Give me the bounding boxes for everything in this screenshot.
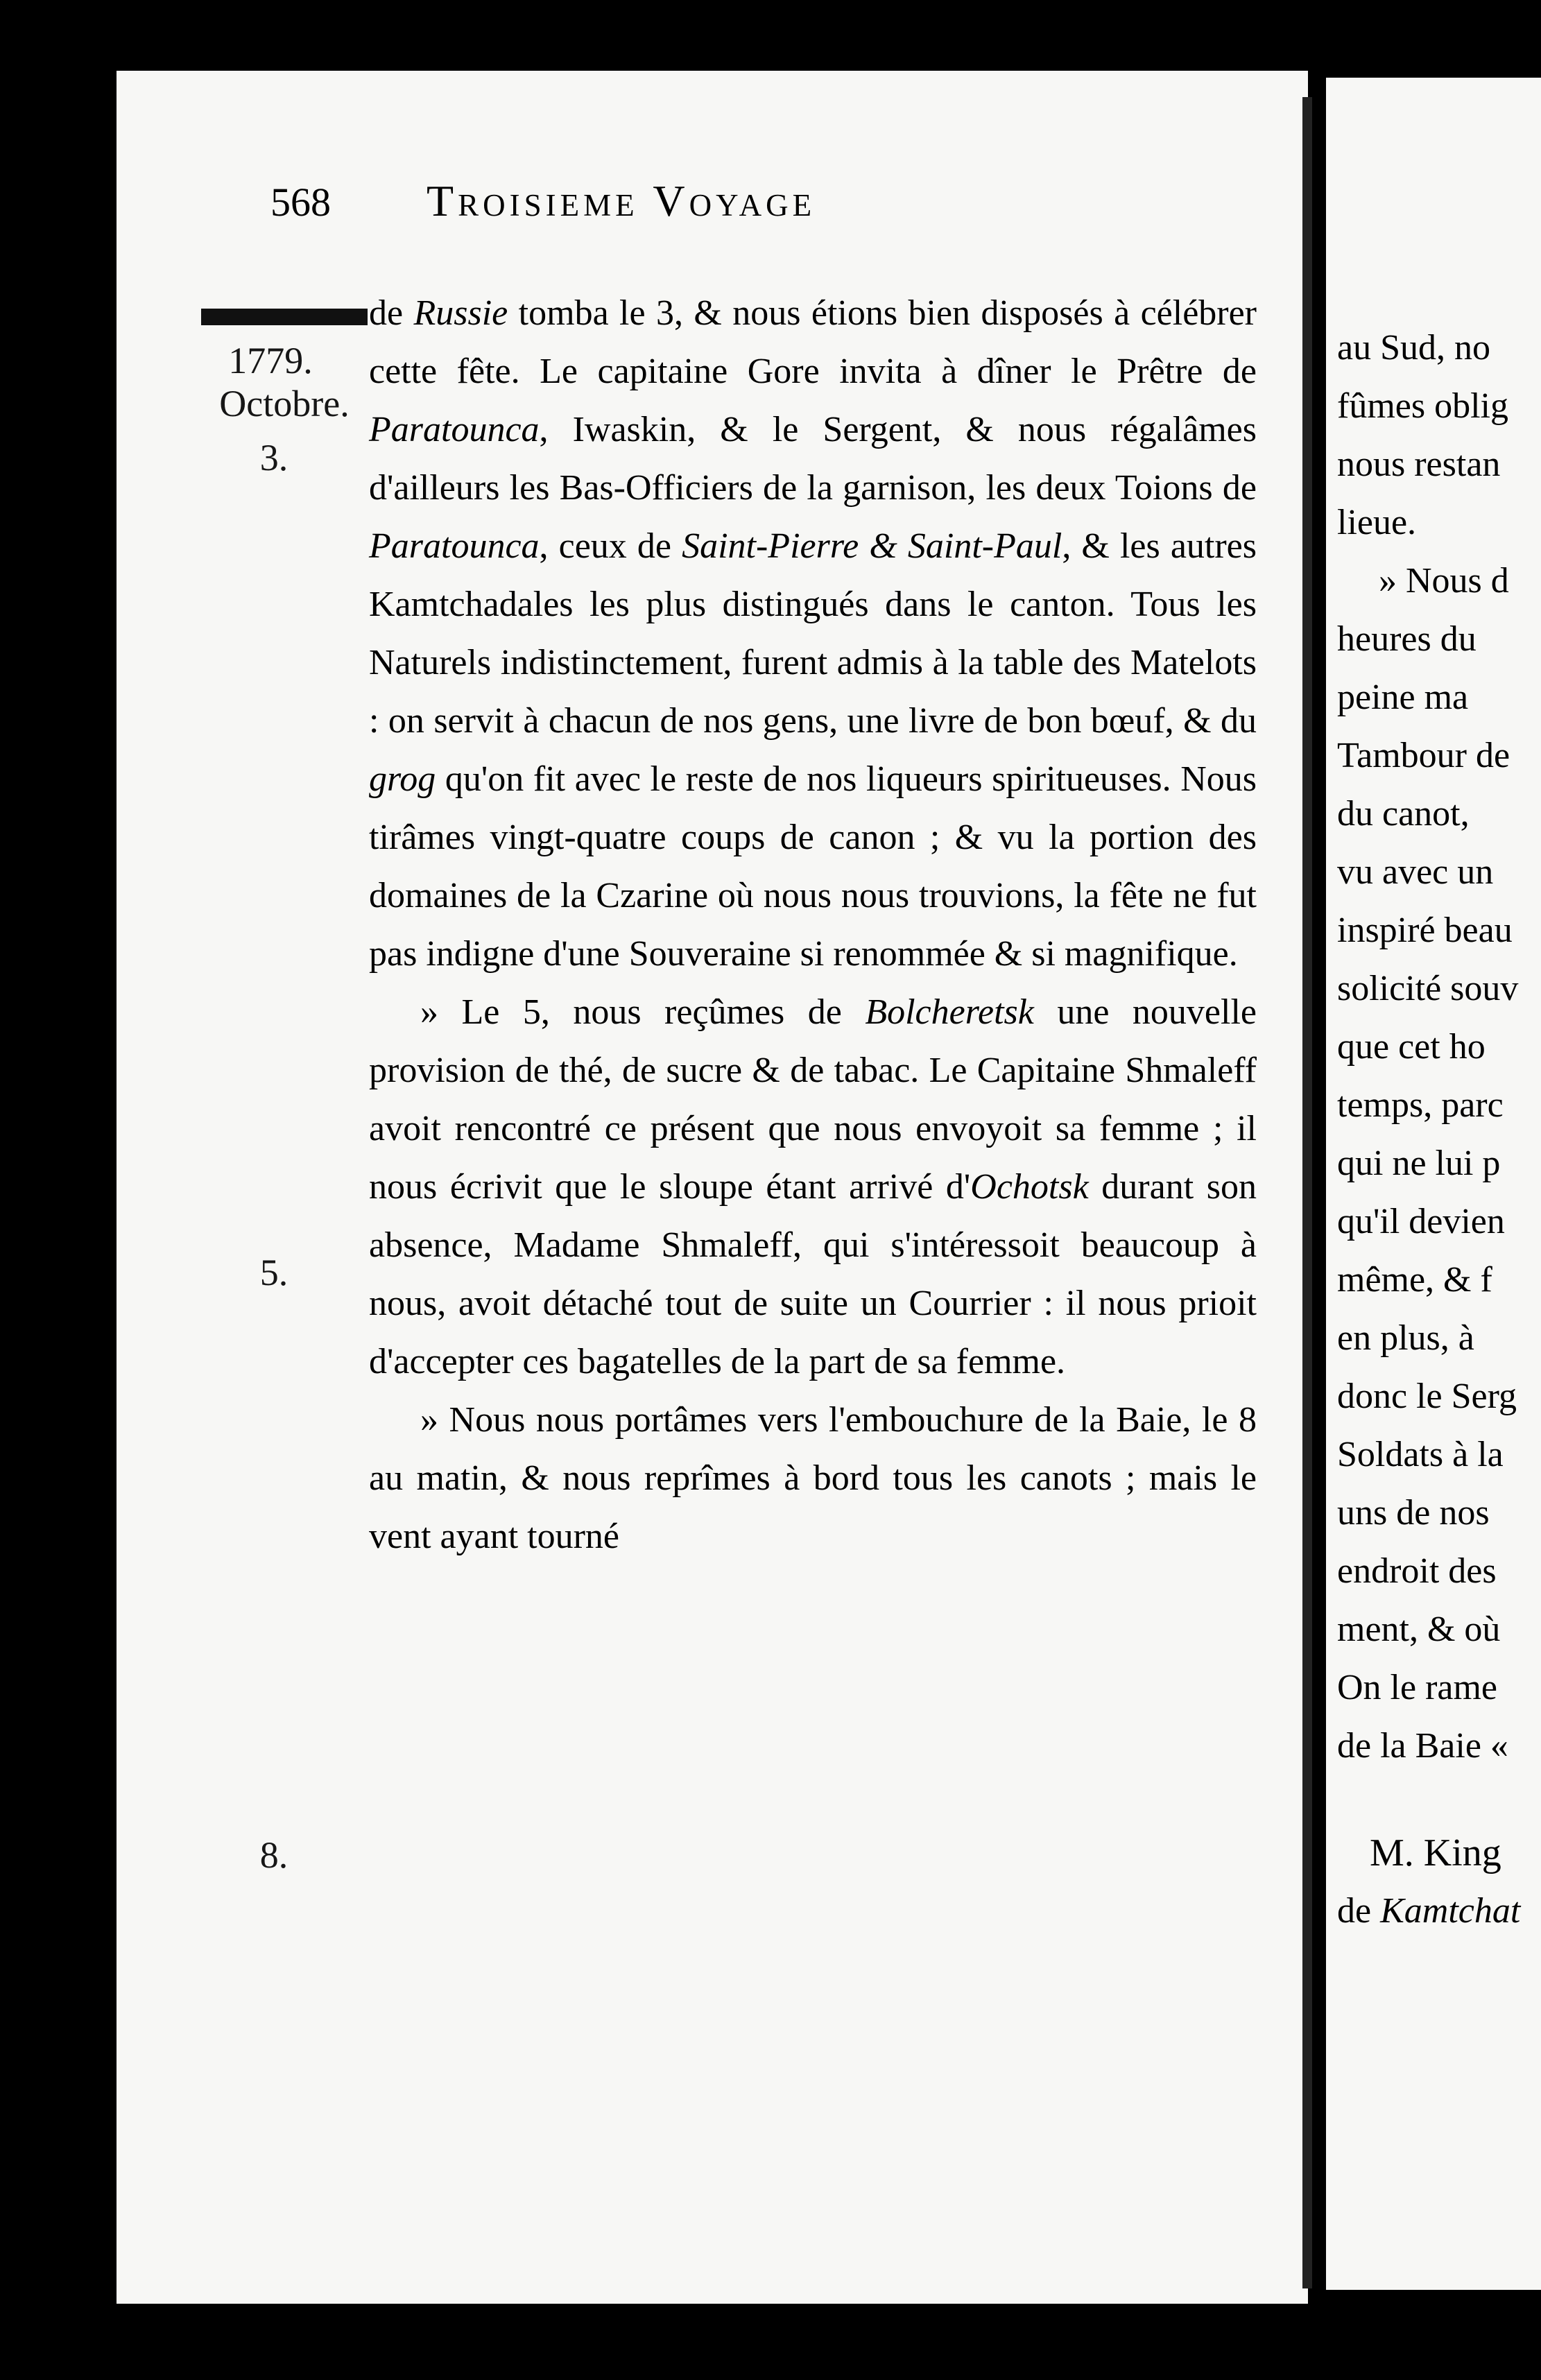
right-line: solicité souv [1337,969,1519,1008]
word-grog: grog [369,759,436,799]
paragraph-1: de Russie tomba le 3, & nous étions bien disposés à célébrer cette fête. Le capitaine Gore invita à dîner le Prêtre de Paratounca, Iwaskin, & le Sergent, & nous régalâmes d'ailleurs les Bas-Officiers de la garnison, les deux Toions de Paratounca, ceux de Saint-Pierre & Saint-Paul, & les autres Kamtchadales les plus distingués dans le canton. Tous les Naturels indistinctement, furent admis à la table des Matelots : on servit à chacun de nos gens, une livre de bon bœuf, & du grog qu'on fit avec le reste de nos liqueurs spiritueuses. Nous tirâmes vingt-quatre coups de canon ; & vu la portion des domaines de la Czarine où nous nous trouvions, la fête ne fut pas indigne d'une Souveraine si renommée & si magnifique. [369,293,1257,974]
right-page-last-line: de Kamtchat [1337,1891,1521,1931]
right-line: ment, & où [1337,1610,1501,1649]
right-line: vu avec un [1337,852,1494,892]
right-line: peine ma [1337,678,1469,717]
right-line: Soldats à la [1337,1435,1504,1474]
right-line: de la Baie « [1337,1726,1508,1766]
margin-day-8: 8. [259,1834,289,1876]
paragraph-3: » Nous nous portâmes vers l'embouchure de la Baie, le 8 au matin, & nous reprîmes à bord tous les canots ; mais le vent ayant tourné [369,1400,1257,1556]
margin-day-5: 5. [259,1252,289,1293]
place-kamtchatka: Kamtchat [1380,1891,1521,1931]
place-paratounca: Paratounca [369,410,540,449]
right-line: heures du [1337,619,1477,659]
right-line: au Sud, no [1337,328,1490,368]
page-number: 568 [270,180,331,225]
paragraph-2: » Le 5, nous reçûmes de Bolcheretsk une nouvelle provision de thé, de sucre & de tabac. Le Capitaine Shmaleff avoit rencontré ce présent que nous envoyoit sa femme ; il nous écrivit que le sloupe étant arrivé d'Ochotsk durant son absence, Madame Shmaleff, qui s'intéressoit beaucoup à nous, avoit détaché tout de suite un Courrier : il nous prioit d'accepter ces bagatelles de la part de sa femme. [369,992,1257,1381]
page-header [270,153,1117,250]
right-line: du canot, [1337,794,1470,834]
place-ochotsk: Ochotsk [970,1167,1089,1207]
right-line: donc le Serg [1337,1377,1517,1416]
main-text [369,284,1257,1566]
place-russie: Russie [413,293,508,333]
place-bolcheretsk: Bolcheretsk [865,992,1034,1032]
right-line: On le rame [1337,1668,1498,1707]
right-line: fûmes oblig [1337,386,1508,426]
right-line: qu'il devien [1337,1202,1505,1241]
margin-day-3: 3. [259,437,289,478]
place-saint-pierre: Saint-Pierre & Saint-Paul [682,526,1062,566]
margin-month: Octobre. [219,383,350,424]
gutter-shadow [1302,97,1312,2288]
right-page-heading: M. King [1370,1831,1501,1874]
right-line: inspiré beau [1337,911,1513,950]
right-line: endroit des [1337,1551,1497,1591]
right-line: Tambour de [1337,736,1510,775]
right-line: en plus, à [1337,1318,1474,1358]
right-line: nous restan [1337,445,1501,484]
place-paratounca-2: Paratounca [369,526,540,566]
right-line: que cet ho [1337,1027,1486,1067]
margin-rule [201,309,368,325]
running-title: Troisieme Voyage [427,176,816,225]
right-line: qui ne lui p [1337,1144,1501,1183]
right-line: » Nous d [1379,561,1509,601]
margin-year: 1779. [228,340,313,381]
right-line: lieue. [1337,503,1417,542]
right-line: temps, parc [1337,1085,1504,1125]
right-line: même, & f [1337,1260,1492,1300]
right-page-text [1337,319,1541,1775]
right-line: uns de nos [1337,1493,1490,1533]
